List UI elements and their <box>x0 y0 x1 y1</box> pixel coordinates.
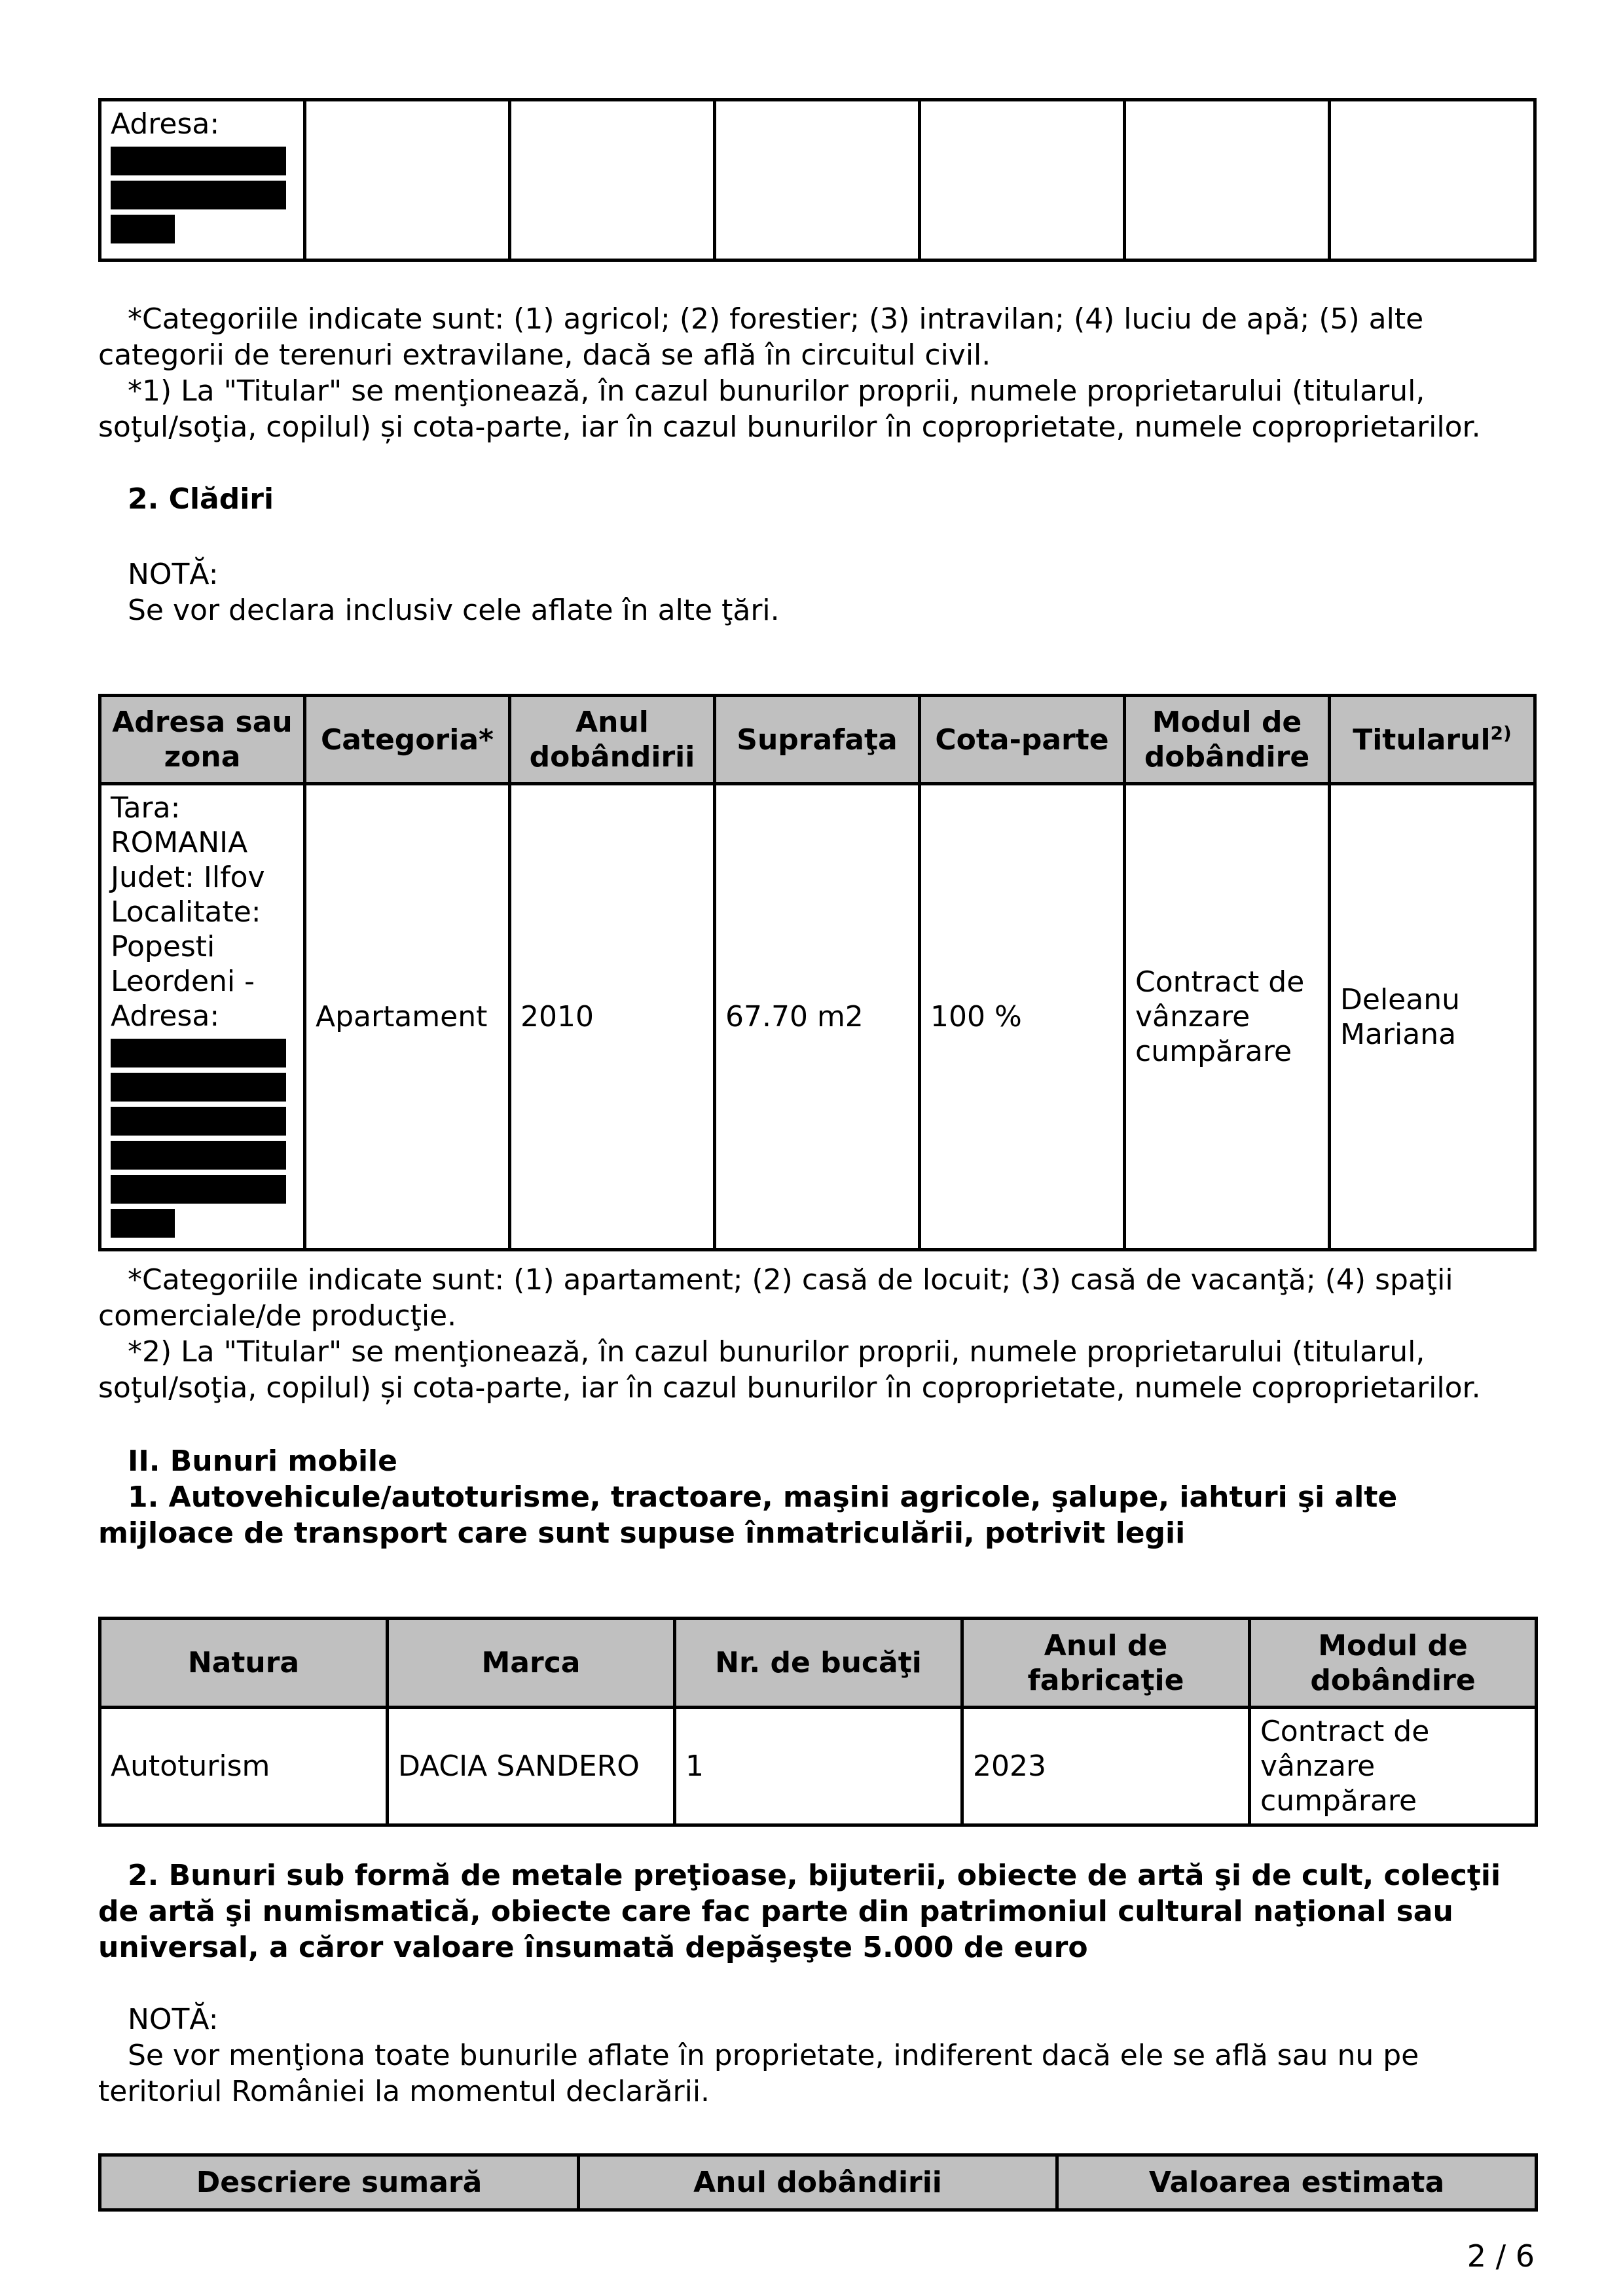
address-cell <box>100 100 305 260</box>
redaction-block <box>111 1039 286 1067</box>
redaction-block <box>111 181 286 209</box>
category-cell: Apartament <box>305 784 510 1250</box>
header-count: Nr. de bucăţi <box>675 1619 962 1708</box>
header-address: Adresa sau zona <box>100 696 305 784</box>
buildings-titular-note: *2) La "Titular" se menţionează, în cazul bunurilor proprii, numele proprietarului (titularul, soţul/soţia, copilul) și cota-parte, iar în cazul bunurilor în coproprietate, numele coproprietarilor. <box>98 1335 1481 1405</box>
redaction-block <box>111 215 175 243</box>
land-category-note: *Categoriile indicate sunt: (1) agricol; (2) forestier; (3) intravilan; (4) luciu de apă; (5) alte categorii de terenuri extravilane, dacă se află în circuitul civil. <box>98 302 1424 372</box>
land-titular-note: *1) La "Titular" se menţionează, în cazul bunurilor proprii, numele proprietarului (titularul, soţul/soţia, copilul) și cota-parte, iar în cazul bunurilor în coproprietate, numele coproprietarilor. <box>98 374 1481 444</box>
empty-cell <box>510 100 715 260</box>
share-cell: 100 % <box>920 784 1125 1250</box>
valuables-title: 2. Bunuri sub formă de metale preţioase, bijuterii, obiecte de artă şi de cult, colecţii de artă şi numismatică, obiecte care fac parte din patrimoniul cultural naţional sau universal, a căror valoare însumată depăşeşte 5.000 de euro <box>98 1859 1501 1964</box>
valuables-nota-text: Se vor menţiona toate bunurile aflate în proprietate, indiferent dacă ele se află sau nu pe teritoriul României la momentul declarării. <box>98 2039 1419 2108</box>
buildings-category-note: *Categoriile indicate sunt: (1) apartament; (2) casă de locuit; (3) casă de vacanţă; (4) spaţii comerciale/de producţie. <box>98 1263 1453 1333</box>
brand-cell: DACIA SANDERO <box>388 1708 675 1825</box>
titular-cell: Deleanu Mariana <box>1330 784 1535 1250</box>
redaction-block <box>111 1209 175 1238</box>
mobile-subtitle: 1. Autovehicule/autoturisme, tractoare, maşini agricole, şalupe, iahturi şi alte mijloace de transport care sunt supuse înmatriculării, potrivit legii <box>98 1480 1398 1550</box>
header-acquisition: Modul de dobândire <box>1125 696 1330 784</box>
vehicles-table <box>98 1617 1538 1827</box>
redaction-block <box>111 1107 286 1136</box>
header-brand: Marca <box>388 1619 675 1708</box>
header-year: Anul dobândirii <box>510 696 715 784</box>
buildings-nota-label: NOTĂ: <box>128 558 219 591</box>
table-row <box>100 784 1535 1250</box>
nature-cell: Autoturism <box>100 1708 388 1825</box>
manufacture-year-cell: 2023 <box>962 1708 1250 1825</box>
valuables-nota-label: NOTĂ: <box>128 2003 219 2036</box>
header-titular-text: Titularul <box>1353 723 1491 757</box>
acquisition-cell: Contract de vânzare cumpărare <box>1125 784 1330 1250</box>
redaction-block <box>111 1073 286 1102</box>
address-text: Tara: ROMANIA Judet: Ilfov Localitate: Popesti Leordeni - Adresa: <box>111 791 265 1033</box>
header-nature: Natura <box>100 1619 388 1708</box>
redaction-block <box>111 1175 286 1204</box>
redaction-block <box>111 1141 286 1170</box>
year-cell: 2010 <box>510 784 715 1250</box>
table-row <box>100 1708 1537 1825</box>
buildings-nota-text: Se vor declara inclusiv cele aflate în alte ţări. <box>128 594 780 627</box>
header-description: Descriere sumară <box>100 2155 579 2210</box>
count-cell: 1 <box>675 1708 962 1825</box>
address-label: Adresa: <box>111 107 220 141</box>
empty-cell <box>1330 100 1535 260</box>
header-titular <box>1330 696 1535 784</box>
header-acquisition: Modul de dobândire <box>1250 1619 1537 1708</box>
header-category: Categoria* <box>305 696 510 784</box>
header-manufacture-year: Anul de fabricaţie <box>962 1619 1250 1708</box>
mobile-title: II. Bunuri mobile <box>128 1444 397 1478</box>
empty-cell <box>715 100 920 260</box>
buildings-table <box>98 694 1537 1251</box>
empty-cell <box>1125 100 1330 260</box>
redaction-block <box>111 147 286 175</box>
header-estimated-value: Valoarea estimata <box>1057 2155 1537 2210</box>
address-cell <box>100 784 305 1250</box>
empty-cell <box>920 100 1125 260</box>
empty-cell <box>305 100 510 260</box>
valuables-table <box>98 2153 1538 2212</box>
header-share: Cota-parte <box>920 696 1125 784</box>
header-acquisition-year: Anul dobândirii <box>579 2155 1057 2210</box>
header-area: Suprafaţa <box>715 696 920 784</box>
header-titular-sup: 2) <box>1490 721 1512 744</box>
land-table-continuation <box>98 98 1537 262</box>
acquisition-cell: Contract de vânzare cumpărare <box>1250 1708 1537 1825</box>
area-cell: 67.70 m2 <box>715 784 920 1250</box>
buildings-title: 2. Clădiri <box>128 482 274 516</box>
page-number: 2 / 6 <box>1467 2238 1535 2274</box>
